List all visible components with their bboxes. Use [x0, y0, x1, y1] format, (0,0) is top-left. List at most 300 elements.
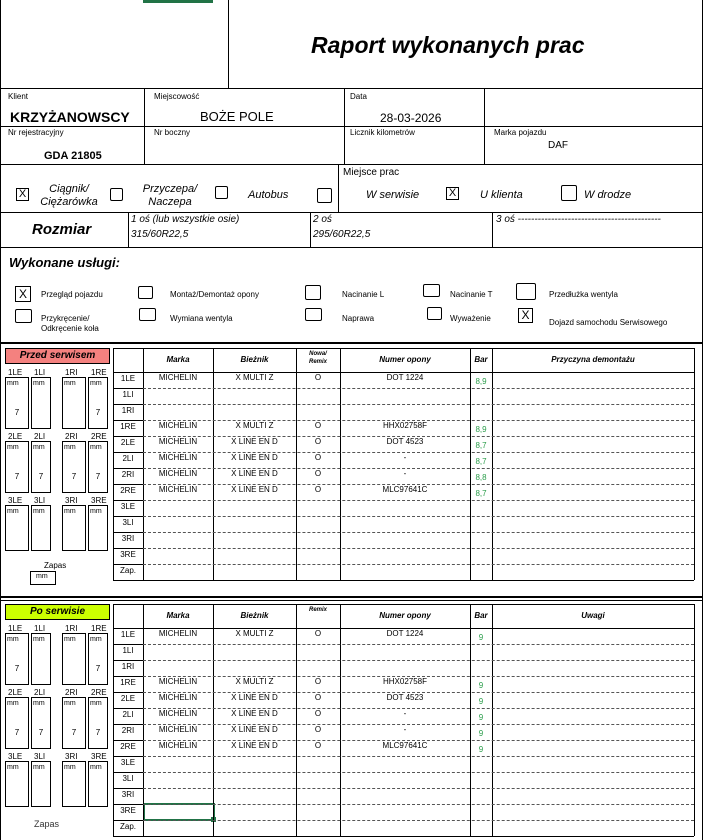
before-cell-brand[interactable]: MICHELIN — [158, 453, 198, 462]
after-table-col-line — [492, 604, 493, 836]
work-place-label-client: U klienta — [480, 189, 523, 201]
before-cell-tread[interactable]: X LINE EN D — [231, 453, 278, 462]
before-cell-bar[interactable]: 8,9 — [475, 425, 487, 434]
before-header-3: Numer opony — [379, 355, 431, 364]
mm-unit: mm — [64, 700, 76, 707]
after-wheel-label: 1RI — [65, 624, 78, 633]
after-wheel-box[interactable] — [88, 761, 108, 807]
after-cell-brand[interactable]: MICHELIN — [158, 741, 198, 750]
gridline — [0, 88, 703, 89]
mm-unit: mm — [90, 380, 102, 387]
before-row-line — [143, 532, 694, 533]
after-wheel-label: 2LE — [8, 688, 23, 697]
before-wheel-label: 3RE — [91, 496, 107, 505]
before-wheel-label: 1RE — [91, 368, 107, 377]
after-header-4: Bar — [474, 611, 488, 620]
after-cell-nr[interactable]: O — [314, 693, 322, 702]
after-row-line — [143, 644, 694, 645]
after-cell-tread[interactable]: X MULTI Z — [235, 629, 274, 638]
before-cell-tread[interactable]: X LINE EN D — [231, 437, 278, 446]
gridline — [492, 212, 493, 247]
before-cell-tread[interactable]: X MULTI Z — [235, 373, 274, 382]
after-row-line — [113, 708, 143, 709]
service-checkbox-cut-l[interactable] — [305, 285, 321, 300]
gridline — [0, 247, 703, 248]
axle-2-label: 2 oś — [313, 214, 332, 225]
mm-unit: mm — [33, 764, 45, 771]
page-title: Raport wykonanych prac — [311, 32, 585, 58]
before-cell-brand[interactable]: MICHELIN — [158, 373, 198, 382]
before-cell-tread[interactable]: X MULTI Z — [235, 421, 274, 430]
after-cell-number[interactable]: - — [403, 709, 407, 718]
mm-unit: mm — [36, 573, 48, 580]
before-row-position: 1LE — [120, 374, 136, 383]
axle-3-label: 3 oś ------------------------------------------- — [496, 214, 661, 225]
before-cell-nr[interactable]: O — [314, 421, 322, 430]
before-header-5: Przyczyna demontażu — [551, 355, 635, 364]
section-divider — [0, 596, 703, 598]
after-wheel-label: 2LI — [34, 688, 46, 697]
gridline — [128, 212, 129, 247]
vehicle-type-label-text: Przyczepa/ Naczepa — [142, 183, 198, 208]
after-wheel-box[interactable] — [31, 633, 51, 685]
after-row-position: 1LE — [120, 630, 136, 639]
after-wheel-box[interactable] — [88, 697, 108, 749]
before-row-position: 2LE — [120, 438, 136, 447]
after-cell-nr[interactable]: O — [314, 725, 322, 734]
service-checkbox-valve-replacement[interactable] — [139, 308, 156, 321]
tread-depth-value: 7 — [14, 472, 20, 481]
after-cell-nr[interactable]: O — [314, 709, 322, 718]
before-cell-brand[interactable]: MICHELIN — [158, 469, 198, 478]
mm-unit: mm — [90, 700, 102, 707]
mm-unit: mm — [33, 700, 45, 707]
after-wheel-label: 3LE — [8, 752, 23, 761]
section-divider — [0, 342, 703, 344]
before-badge: Przed serwisem — [5, 348, 110, 364]
service-checkbox-travel[interactable]: X — [518, 308, 533, 323]
mm-unit: mm — [7, 700, 19, 707]
mm-unit: mm — [64, 508, 76, 515]
after-wheel-box[interactable] — [31, 697, 51, 749]
gridline — [338, 164, 339, 212]
after-cell-nr[interactable]: O — [314, 677, 322, 686]
vehicle-type-label-trailer — [136, 183, 204, 209]
service-label-balancing: Wyważenie — [450, 314, 491, 323]
after-row-line — [113, 660, 143, 661]
before-row-position: 2RE — [120, 486, 136, 495]
after-cell-tread[interactable]: X LINE EN D — [231, 725, 278, 734]
before-cell-bar[interactable]: 8,7 — [475, 457, 487, 466]
side-number-label: Nr boczny — [154, 128, 191, 137]
after-header-3: Numer opony — [379, 611, 431, 620]
after-cell-number[interactable]: MLC97641C — [382, 741, 428, 750]
before-wheel-label: 2LE — [8, 432, 23, 441]
after-row-line — [113, 772, 143, 773]
after-row-position: 1RE — [120, 678, 136, 687]
city-value[interactable]: BOŻE POLE — [200, 109, 274, 124]
before-row-line — [113, 452, 143, 453]
after-row-line — [113, 676, 143, 677]
before-table-bottom — [113, 580, 694, 581]
service-label-cut-l: Nacinanie L — [342, 290, 385, 299]
tread-depth-value: 7 — [38, 728, 44, 737]
client-label: Klient — [8, 92, 29, 101]
after-wheel-label: 3RE — [91, 752, 107, 761]
before-row-line — [113, 548, 143, 549]
before-row-line — [113, 388, 143, 389]
service-checkbox-wheel-bolting[interactable] — [15, 309, 32, 323]
after-row-position: 3RI — [121, 790, 135, 799]
tread-depth-value: 7 — [95, 408, 101, 417]
before-row-line — [113, 468, 143, 469]
after-cell-brand[interactable]: MICHELIN — [158, 709, 198, 718]
service-label-travel: Dojazd samochodu Serwisowego — [549, 318, 668, 327]
before-wheel-box[interactable] — [88, 377, 108, 429]
before-wheel-label: 2RI — [65, 432, 78, 441]
after-header-1: Bieżnik — [240, 611, 269, 620]
before-wheel-box[interactable] — [62, 441, 86, 493]
before-row-line — [113, 484, 143, 485]
after-wheel-label: 1RE — [91, 624, 107, 633]
after-row-line — [113, 788, 143, 789]
vehicle-type-checkbox-tractor[interactable]: X — [16, 188, 29, 201]
after-row-line — [143, 788, 694, 789]
before-row-line — [143, 388, 694, 389]
before-wheel-box[interactable] — [62, 377, 86, 429]
after-row-line — [113, 756, 143, 757]
after-wheel-label: 1LE — [8, 624, 23, 633]
gridline — [144, 88, 145, 164]
before-cell-brand[interactable]: MICHELIN — [158, 437, 198, 446]
after-row-line — [143, 660, 694, 661]
before-wheel-box[interactable] — [31, 377, 51, 429]
after-wheel-box[interactable] — [88, 633, 108, 685]
after-cell-bar[interactable]: 9 — [478, 745, 484, 754]
after-cell-number[interactable]: HHX02758F — [382, 677, 428, 686]
tread-depth-value: 7 — [14, 728, 20, 737]
before-header-0: Marka — [166, 355, 190, 364]
after-row-position: 3LE — [120, 758, 136, 767]
after-row-position: 2RE — [120, 742, 136, 751]
after-row-line — [143, 820, 694, 821]
service-label-mounting: Montaż/Demontaż opony — [170, 290, 259, 299]
after-wheel-box[interactable] — [5, 761, 29, 807]
before-cell-nr[interactable]: O — [314, 453, 322, 462]
after-cell-tread[interactable]: X LINE EN D — [231, 709, 278, 718]
after-header-0: Marka — [166, 611, 190, 620]
work-place-label: Miejsce prac — [343, 167, 400, 178]
gridline — [310, 212, 311, 247]
gridline — [0, 164, 703, 165]
after-table-top — [113, 604, 694, 605]
after-wheel-label: 3RI — [65, 752, 78, 761]
after-cell-number[interactable]: - — [403, 725, 407, 734]
after-cell-nr[interactable]: O — [314, 741, 322, 750]
after-row-line — [113, 804, 143, 805]
before-cell-bar[interactable]: 8,7 — [475, 489, 487, 498]
brand-label: Marka pojazdu — [494, 128, 547, 137]
before-row-position: 2RI — [121, 470, 135, 479]
before-wheel-label: 3LI — [34, 496, 46, 505]
after-row-position: 3RE — [120, 806, 136, 815]
before-table-col-line — [694, 348, 695, 580]
after-table-bottom — [113, 836, 694, 837]
before-row-line — [113, 420, 143, 421]
mm-unit: mm — [90, 444, 102, 451]
after-cell-tread[interactable]: X MULTI Z — [235, 677, 274, 686]
before-row-position: 3LI — [122, 518, 134, 527]
mm-unit: mm — [90, 636, 102, 643]
service-label-cut-t: Nacinanie T — [450, 290, 493, 299]
mm-unit: mm — [33, 444, 45, 451]
before-wheel-box[interactable] — [5, 505, 29, 551]
service-label-valve-extension: Przedłużka wentyla — [549, 290, 618, 299]
after-row-line — [113, 820, 143, 821]
after-row-line — [113, 724, 143, 725]
service-label-valve-replacement: Wymiana wentyla — [170, 314, 233, 323]
before-cell-brand[interactable]: MICHELIN — [158, 485, 198, 494]
tread-depth-value: 7 — [14, 408, 20, 417]
before-wheel-label: 2RE — [91, 432, 107, 441]
after-cell-number[interactable]: DOT 4523 — [386, 693, 424, 702]
before-row-line — [143, 564, 694, 565]
before-header-4: Bar — [474, 355, 488, 364]
mm-unit: mm — [7, 508, 19, 515]
mm-unit: mm — [7, 636, 19, 643]
odometer-label: Licznik kilometrów — [350, 128, 415, 137]
after-cell-tread[interactable]: X LINE EN D — [231, 741, 278, 750]
services-title: Wykonane usługi: — [9, 255, 120, 270]
before-wheel-label: 3RI — [65, 496, 78, 505]
work-place-label-service: W serwisie — [366, 189, 420, 201]
before-wheel-box[interactable] — [88, 505, 108, 551]
after-cell-bar[interactable]: 9 — [478, 681, 484, 690]
city-label: Miejscowość — [154, 92, 200, 101]
mm-unit: mm — [33, 508, 45, 515]
before-cell-brand[interactable]: MICHELIN — [158, 421, 198, 430]
before-table-top — [113, 348, 694, 349]
after-cell-bar[interactable]: 9 — [478, 729, 484, 738]
service-label-inspection: Przegląd pojazdu — [41, 290, 103, 299]
before-cell-number[interactable]: MLC97641C — [382, 485, 428, 494]
client-value[interactable]: KRZYŻANOWSCY — [10, 109, 130, 125]
gridline — [344, 88, 345, 164]
before-row-line — [113, 500, 143, 501]
before-wheel-box[interactable] — [31, 441, 51, 493]
before-cell-nr[interactable]: O — [314, 437, 322, 446]
after-wheel-label: 3LI — [34, 752, 46, 761]
before-wheel-box[interactable] — [88, 441, 108, 493]
before-row-line — [113, 404, 143, 405]
after-wheel-label: 1LI — [34, 624, 46, 633]
tread-depth-value: 7 — [71, 472, 77, 481]
before-cell-tread[interactable]: X LINE EN D — [231, 485, 278, 494]
mm-unit: mm — [33, 636, 45, 643]
mm-unit: mm — [7, 380, 19, 387]
spare-label: Zapas — [44, 561, 67, 570]
after-row-position: 2LE — [120, 694, 136, 703]
before-row-position: 3RE — [120, 550, 136, 559]
axle-1-label: 1 oś (lub wszystkie osie) — [131, 214, 240, 225]
before-wheel-box[interactable] — [31, 505, 51, 551]
vehicle-type-checkbox-trailer[interactable] — [110, 188, 123, 201]
after-cell-bar[interactable]: 9 — [478, 697, 484, 706]
before-header-1: Bieżnik — [240, 355, 269, 364]
before-row-line — [143, 404, 694, 405]
before-header-2: Nowa/ Remix — [308, 351, 327, 365]
spare-box[interactable] — [30, 571, 56, 585]
before-wheel-label: 1RI — [65, 368, 78, 377]
after-badge: Po serwisie — [5, 604, 110, 620]
before-wheel-box[interactable] — [5, 441, 29, 493]
after-row-line — [113, 740, 143, 741]
after-row-position: 1RI — [121, 662, 135, 671]
after-cell-brand[interactable]: MICHELIN — [158, 677, 198, 686]
axle-2-value[interactable]: 295/60R22,5 — [313, 229, 371, 240]
tread-depth-value: 7 — [71, 728, 77, 737]
selected-column-marker — [143, 0, 213, 3]
brand-value[interactable]: DAF — [548, 140, 568, 151]
gridline — [228, 0, 229, 88]
after-header-2: Remix — [308, 607, 327, 613]
work-place-checkbox-road[interactable] — [561, 185, 577, 201]
before-wheel-label: 2LI — [34, 432, 46, 441]
mm-unit: mm — [7, 764, 19, 771]
after-wheel-box[interactable] — [5, 697, 29, 749]
tread-depth-value: 7 — [95, 728, 101, 737]
before-cell-nr[interactable]: O — [314, 469, 322, 478]
mm-unit: mm — [90, 764, 102, 771]
before-cell-tread[interactable]: X LINE EN D — [231, 469, 278, 478]
spare-label-after: Zapas — [34, 819, 60, 829]
after-row-position: 1LI — [122, 646, 134, 655]
before-cell-number[interactable]: HHX02758F — [382, 421, 428, 430]
vehicle-type-checkbox-bus[interactable] — [215, 186, 228, 199]
before-cell-number[interactable]: DOT 4523 — [386, 437, 424, 446]
axle-1-value[interactable]: 315/60R22,5 — [131, 229, 189, 240]
after-cell-bar[interactable]: 9 — [478, 633, 484, 642]
after-cell-nr[interactable]: O — [314, 629, 322, 638]
date-label: Data — [350, 92, 367, 101]
after-wheel-box[interactable] — [62, 633, 86, 685]
before-row-position: 3RI — [121, 534, 135, 543]
before-wheel-label: 1LE — [8, 368, 23, 377]
vehicle-type-label-bus: Autobus — [248, 189, 289, 201]
before-cell-bar[interactable]: 8,9 — [475, 377, 487, 386]
before-row-line — [143, 548, 694, 549]
before-wheel-label: 3LE — [8, 496, 23, 505]
mm-unit: mm — [64, 444, 76, 451]
work-place-checkbox-client[interactable]: X — [446, 187, 459, 200]
after-row-position: Zap. — [119, 822, 136, 831]
after-cell-tread[interactable]: X LINE EN D — [231, 693, 278, 702]
after-cell-brand[interactable]: MICHELIN — [158, 693, 198, 702]
after-cell-bar[interactable]: 9 — [478, 713, 484, 722]
tread-depth-value: 7 — [95, 664, 101, 673]
after-row-line — [143, 804, 694, 805]
service-checkbox-cut-t[interactable] — [423, 284, 440, 297]
after-wheel-box[interactable] — [62, 697, 86, 749]
before-row-position: 2LI — [122, 454, 134, 463]
before-row-line — [143, 500, 694, 501]
before-row-position: Zap. — [119, 566, 136, 575]
after-row-line — [113, 692, 143, 693]
before-row-position: 1RE — [120, 422, 136, 431]
size-label: Rozmiar — [32, 221, 92, 238]
before-cell-nr[interactable]: O — [314, 373, 322, 382]
service-checkbox-repair[interactable] — [305, 308, 322, 321]
before-row-position: 3LE — [120, 502, 136, 511]
before-cell-nr[interactable]: O — [314, 485, 322, 494]
before-row-line — [143, 516, 694, 517]
vehicle-type-label-tractor — [38, 183, 100, 209]
service-checkbox-valve-extension[interactable] — [516, 283, 536, 300]
mm-unit: mm — [33, 380, 45, 387]
after-wheel-label: 2RE — [91, 688, 107, 697]
after-cell-brand[interactable]: MICHELIN — [158, 725, 198, 734]
after-wheel-box[interactable] — [31, 761, 51, 807]
before-wheel-box[interactable] — [5, 377, 29, 429]
section-divider — [0, 600, 703, 601]
registration-value[interactable]: GDA 21805 — [44, 150, 102, 162]
work-place-label-road: W drodze — [584, 189, 632, 201]
mm-unit: mm — [7, 444, 19, 451]
after-row-line — [143, 772, 694, 773]
after-wheel-label: 2RI — [65, 688, 78, 697]
vehicle-type-label-text: Ciągnik/ Ciężarówka — [40, 183, 98, 208]
after-row-position: 2LI — [122, 710, 134, 719]
after-cell-number[interactable]: DOT 1224 — [386, 629, 424, 638]
mm-unit: mm — [90, 508, 102, 515]
mm-unit: mm — [64, 764, 76, 771]
after-wheel-box[interactable] — [62, 761, 86, 807]
before-cell-number[interactable]: DOT 1224 — [386, 373, 424, 382]
gridline — [0, 126, 703, 127]
registration-label: Nr rejestracyjny — [8, 128, 64, 137]
before-row-line — [113, 516, 143, 517]
service-checkbox-mounting[interactable] — [138, 286, 153, 299]
mm-unit: mm — [64, 636, 76, 643]
after-table-col-line — [694, 604, 695, 836]
service-label-wheel-bolting: Przykręcenie/ Odkręcenie koła — [41, 314, 99, 333]
before-row-line — [113, 532, 143, 533]
before-cell-number[interactable]: - — [403, 453, 407, 462]
after-row-line — [143, 756, 694, 757]
before-wheel-box[interactable] — [62, 505, 86, 551]
before-row-position: 1RI — [121, 406, 135, 415]
date-value[interactable]: 28-03-2026 — [380, 111, 442, 125]
after-row-position: 2RI — [121, 726, 135, 735]
before-cell-bar[interactable]: 8,8 — [475, 473, 487, 482]
after-row-line — [113, 644, 143, 645]
service-checkbox-balancing[interactable] — [427, 307, 442, 320]
gridline — [484, 88, 485, 164]
service-label-repair: Naprawa — [342, 314, 375, 323]
before-cell-bar[interactable]: 8,7 — [475, 441, 487, 450]
before-cell-number[interactable]: - — [403, 469, 407, 478]
after-wheel-box[interactable] — [5, 633, 29, 685]
before-table-col-line — [492, 348, 493, 580]
before-wheel-label: 1LI — [34, 368, 46, 377]
after-row-position: 3LI — [122, 774, 134, 783]
before-row-position: 1LI — [122, 390, 134, 399]
selected-cell[interactable] — [143, 803, 215, 821]
service-checkbox-inspection[interactable]: X — [15, 286, 31, 302]
work-place-checkbox-service[interactable] — [317, 188, 332, 203]
before-row-line — [113, 564, 143, 565]
after-cell-brand[interactable]: MICHELIN — [158, 629, 198, 638]
